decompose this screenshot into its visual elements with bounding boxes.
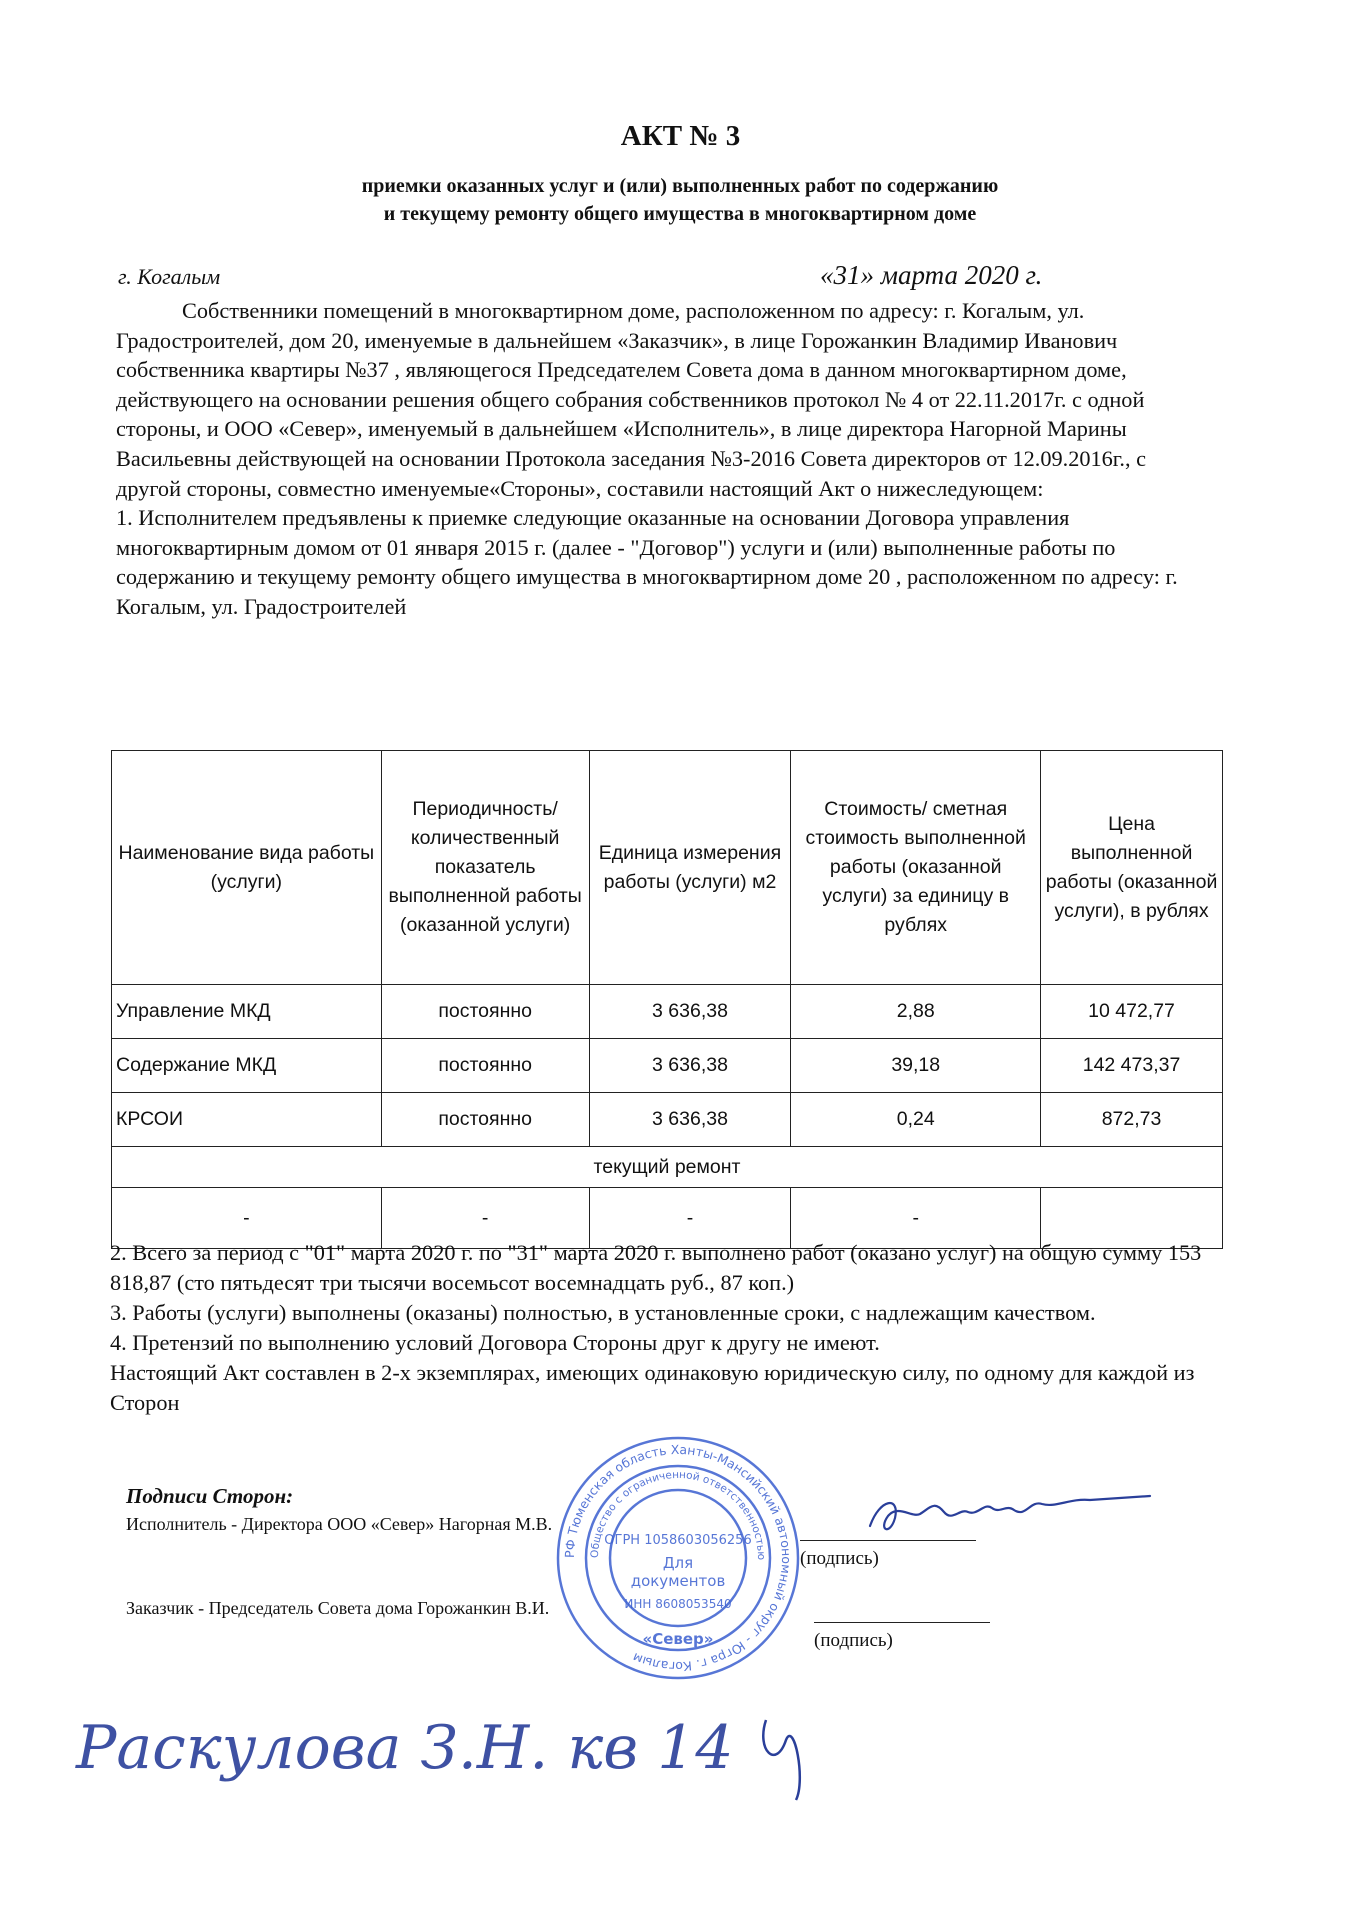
intro-paragraph: Собственники помещений в многоквартирном доме, расположенном по адресу: г. Когалым, ул. Градостроителей, дом 20, именуемые в дальнейшем «Заказчик», в лице Горожанкин Владимир Иванович собственника квартиры №37 , являющегося Председателем Совета дома в данном многоквартирном доме, действующего на основании решения общего собрания собственников протокол № 4 от 22.11.2017г. с одной стороны, и ООО «Север», именуемый в дальнейшем «Исполнитель», в лице директора Нагорной Марины Васильевны действующей на основании Протокола заседания №3-2016 Совета директоров от 12.09.2016г., с другой стороны, совместно именуемые«Стороны», составили настоящий Акт о нижеследующем: — [116, 298, 1147, 501]
document-tail — [110, 1238, 1210, 1418]
clause-2: 2. Всего за период с "01" марта 2020 г. по "31" марта 2020 г. выполнено работ (оказано услуг) на общую сумму 153 818,87 (сто пятьдесят три тысячи восемьсот восемнадцать руб., 87 коп.) — [110, 1240, 1202, 1295]
clause-3: 3. Работы (услуги) выполнены (оказаны) полностью, в установленные сроки, с надлежащим качеством. — [110, 1300, 1096, 1325]
table-cell: 3 636,38 — [589, 1039, 791, 1093]
table-cell: 39,18 — [791, 1039, 1041, 1093]
stamp-ring-path-text: РФ Тюменская область Ханты-Мансийский автономный округ - Югра г. Когалым — [561, 1441, 795, 1675]
header-cell: Цена выполненной работы (оказанной услуги), в рублях — [1041, 751, 1223, 985]
table-cell: 2,88 — [791, 985, 1041, 1039]
document-title: АКТ № 3 — [620, 120, 741, 152]
clause-1: 1. Исполнителем предъявлены к приемке следующие оказанные на основании Договора управления многоквартирным домом от 01 января 2015 г. (далее - "Договор") услуги и (или) выполненные работы по содержанию и текущему ремонту общего имущества в многоквартирном доме 20 , расположенном по адресу: г. Когалым, ул. Градостроителей — [116, 505, 1178, 619]
document-place: г. Когалым — [118, 264, 221, 289]
table-cell: - — [589, 1188, 791, 1249]
stamp-company-name: «Север» — [642, 1630, 714, 1648]
table-cell: - — [381, 1188, 589, 1249]
document-subtitle — [230, 172, 1130, 228]
customer-signature-rule — [814, 1622, 990, 1623]
section-label: текущий ремонт — [112, 1147, 1223, 1188]
header-cell: Периодичность/ количественный показатель выполненной работы (оказанной услуги) — [381, 751, 589, 985]
stamp-ogrn: ОГРН 1058603056256 — [604, 1533, 752, 1548]
handwritten-note — [66, 1680, 866, 1810]
table-cell: - — [112, 1188, 382, 1249]
table-cell: - — [791, 1188, 1041, 1249]
subtitle-line-1: приемки оказанных услуг и (или) выполненных работ по содержанию — [361, 175, 999, 197]
customer-signature-caption: (подпись) — [814, 1630, 893, 1651]
customer-signature-line: Заказчик - Председатель Совета дома Горожанкин В.И. — [126, 1598, 550, 1618]
table-cell: 3 636,38 — [589, 985, 791, 1039]
document-body — [116, 296, 1206, 622]
table-cell: 872,73 — [1041, 1093, 1223, 1147]
table-cell: 142 473,37 — [1041, 1039, 1223, 1093]
header-cell: Наименование вида работы (услуги) — [112, 751, 382, 985]
table-cell: 0,24 — [791, 1093, 1041, 1147]
executor-signature-line: Исполнитель - Директора ООО «Север» Нагорная М.В. — [126, 1514, 553, 1534]
stamp-center-line-2: документов — [630, 1572, 726, 1590]
header-cell: Стоимость/ сметная стоимость выполненной работы (оказанной услуги) за единицу в рублях — [791, 751, 1041, 985]
table-cell: постоянно — [381, 1093, 589, 1147]
table-cell: 10 472,77 — [1041, 985, 1223, 1039]
company-stamp — [552, 1432, 804, 1684]
table-cell: постоянно — [381, 985, 589, 1039]
stamp-inn: ИНН 8608053540 — [624, 1597, 732, 1611]
executor-handwritten-signature — [860, 1478, 1160, 1548]
table-row — [112, 985, 1223, 1039]
works-table — [111, 750, 1223, 1249]
stamp-inner-path-text: Общество с ограниченной ответственностью — [588, 1468, 768, 1561]
table-cell: КРСОИ — [112, 1093, 382, 1147]
table-header-row — [112, 751, 1223, 985]
executor-signature-caption: (подпись) — [800, 1548, 879, 1569]
table-row — [112, 1093, 1223, 1147]
table-row — [112, 1039, 1223, 1093]
stamp-center-line-1: Для — [662, 1554, 694, 1572]
document-date: «31» марта 2020 г. — [820, 260, 1043, 290]
signatures-heading: Подписи Сторон: — [126, 1484, 294, 1508]
header-cell: Единица измерения работы (услуги) м2 — [589, 751, 791, 985]
table-cell: Управление МКД — [112, 985, 382, 1039]
handwritten-note-text: Раскулова З.Н. кв 14 — [76, 1713, 734, 1783]
handwritten-initials-mark — [763, 1720, 800, 1800]
table-cell: Содержание МКД — [112, 1039, 382, 1093]
closing-paragraph: Настоящий Акт составлен в 2-х экземплярах, имеющих одинаковую юридическую силу, по одному для каждой из Сторон — [110, 1360, 1195, 1415]
table-section-row — [112, 1147, 1223, 1188]
table-cell: постоянно — [381, 1039, 589, 1093]
table-cell: 3 636,38 — [589, 1093, 791, 1147]
clause-4: 4. Претензий по выполнению условий Договора Стороны друг к другу не имеют. — [110, 1330, 880, 1355]
subtitle-line-2: и текущему ремонту общего имущества в многоквартирном доме — [383, 203, 977, 225]
